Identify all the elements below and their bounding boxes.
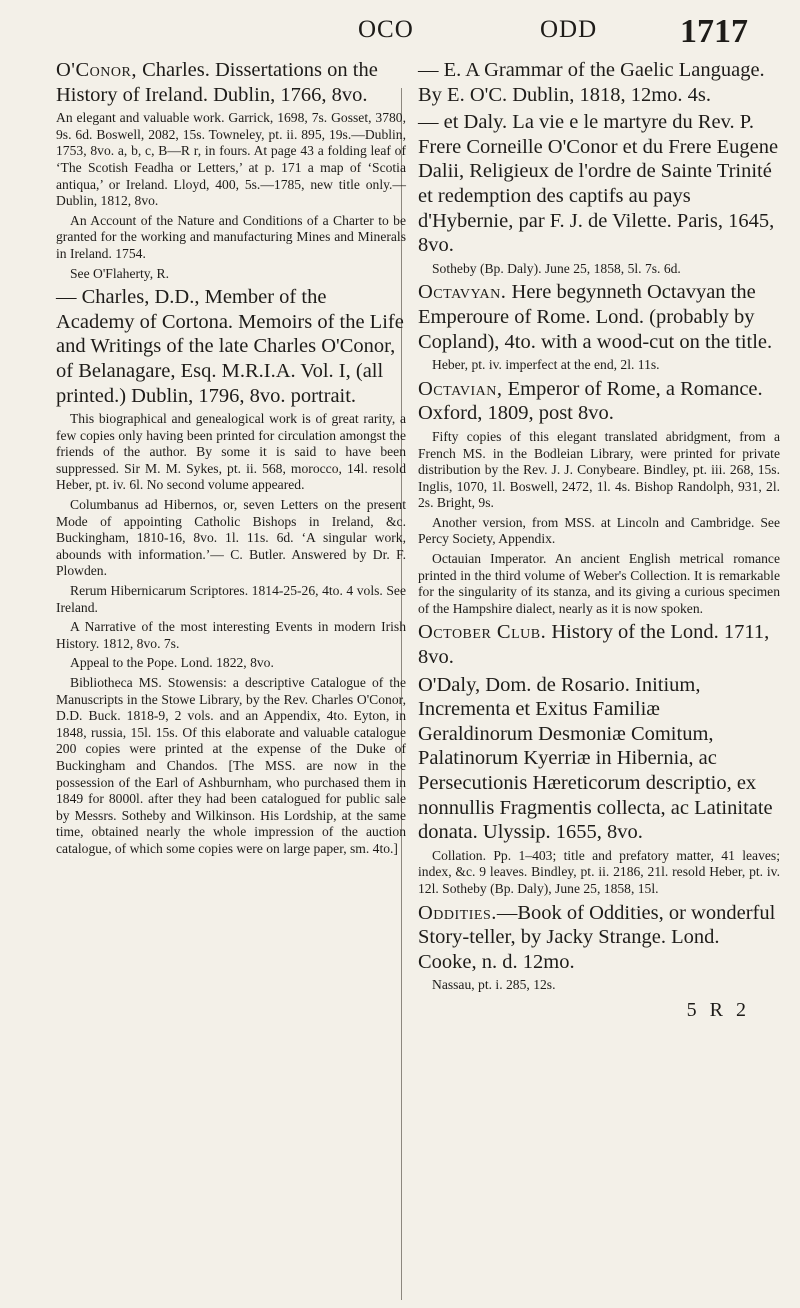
entry-note: Appeal to the Pope. Lond. 1822, 8vo. bbox=[70, 655, 274, 671]
header-left-guide: OCO bbox=[358, 16, 414, 43]
entry-note: Columbanus ad Hibernos, or, seven Letters on the present Mode of appointing Catholic Bishops in Ireland, &c. Buckingham, 1810-16, 8vo. 1l. 11s. 6d. ‘A singular work, abounds with information.’— C. Butler. Answered by Dr. F. Plowden. bbox=[56, 497, 406, 579]
entry-note: See O'Flaherty, R. bbox=[70, 265, 169, 281]
entry-heading bbox=[418, 377, 780, 426]
entry-title: O'Daly, Dom. de Rosario. Initium, Incrementa et Exitus Familiæ Geraldinorum Desmoniæ Comitum, Palatinorum Kyerriæ in Hibernia, ac Persecutionis Hæreticorum descriptio, ex nonnullis Fragmentis collecta, ac Latinitate donata. Ulyssip. 1655, 8vo. bbox=[418, 673, 773, 844]
entry-heading bbox=[56, 285, 406, 408]
entry-note: Heber, pt. iv. imperfect at the end, 2l. 11s. bbox=[432, 357, 660, 373]
entry-heading bbox=[418, 280, 780, 354]
left-column bbox=[56, 58, 406, 861]
entry-note: Another version, from MSS. at Lincoln and Cambridge. See Percy Society, Appendix. bbox=[418, 514, 780, 547]
right-column bbox=[418, 58, 780, 1022]
entry-note: Bibliotheca MS. Stowensis: a descriptive Catalogue of the Manuscripts in the Stowe Library, by the Rev. Charles O'Conor, D.D. Buck. 1818-9, 2 vols. and an Appendix, 4to. Eyton, in 1848, russia, 15l. 15s. Of this elaborate and valuable catalogue 200 copies were printed at the expense of the Duke of Buckingham and Chandos. [The MSS. are now in the possession of the Earl of Ashburnham, who purchased them in 1849 for 8000l. after they had been catalogued for public sale by Messrs. Sotheby and Wilkinson. His Lordship, at the same time, obtained nearly the whole impression of the auction catalogue, of which some copies were on large paper, sm. 4to.] bbox=[56, 675, 406, 856]
entry-title: Emperor of Rome, a Romance. Oxford, 1809, post 8vo. bbox=[418, 377, 763, 425]
entry-title: — et Daly. La vie e le martyre du Rev. P. Frere Corneille O'Conor et du Frere Eugene Dalii, Religieux de l'ordre de Sainte Trinité et redemption des captifs au pays d'Hybernie, par F. J. de Vilette. Paris, 1645, 8vo. bbox=[418, 111, 779, 257]
entry-title: —Book of Oddities, or wonderful Story-teller, by Jacky Strange. Lond. Cooke, n. d. 12mo. bbox=[418, 901, 776, 973]
entry-heading bbox=[418, 673, 780, 845]
header-right-guide: ODD bbox=[540, 16, 598, 43]
entry-headword: Octavyan. bbox=[418, 281, 507, 304]
entry-note: Sotheby (Bp. Daly). June 25, 1858, 5l. 7s. 6d. bbox=[432, 260, 681, 276]
entry-heading bbox=[56, 58, 406, 107]
entry-heading bbox=[418, 110, 780, 258]
entry-note: Fifty copies of this elegant translated abridgment, from a French MS. in the Bodleian Library, were printed for private distribution by the Rev. J. J. Conybeare. Bindley, pt. iii. 268, 15s. Inglis, 1070, 1l. Boswell, 2472, 1l. 4s. Bishop Randolph, 931, 2l. 2s. Bright, 9s. bbox=[418, 428, 780, 511]
entry-title: History of the Lond. 1711, 8vo. bbox=[418, 621, 770, 669]
entry-note: Rerum Hibernicarum Scriptores. 1814-25-26, 4to. 4 vols. See Ireland. bbox=[56, 583, 406, 615]
entry-heading bbox=[418, 620, 780, 669]
entry-note: An Account of the Nature and Conditions of a Charter to be granted for the working and manufacturing Mines and Minerals in Ireland. 1754. bbox=[56, 212, 406, 261]
entry-note: This biographical and genealogical work is of great rarity, a few copies only having been printed for circulation amongst the friends of the author. By some it is said to have been suppressed. Sir M. M. Sykes, pt. ii. 568, morocco, 14l. resold Heber, pt. iv. 6l. No second volume appeared. bbox=[56, 411, 406, 493]
signature-mark: 5 R 2 bbox=[686, 998, 750, 1021]
entry-note: A Narrative of the most interesting Events in modern Irish History. 1812, 8vo. 7s. bbox=[56, 619, 406, 651]
entry-note: Octauian Imperator. An ancient English metrical romance printed in the third volume of Weber's Collection. It is remarkable for the singularity of its stanza, and its giving a curious specimen of the Hampshire dialect, nearly as it is now spoken. bbox=[418, 551, 780, 616]
entry-title: — Charles, D.D., Member of the Academy of Cortona. Memoirs of the Life and Writings of the late Charles O'Conor, of Belanagare, Esq. M.R.I.A. Vol. I, (all printed.) Dublin, 1796, 8vo. portrait. bbox=[56, 286, 404, 407]
entry-note: Collation. Pp. 1–403; title and prefatory matter, 41 leaves; index, &c. 9 leaves. Bindley, pt. ii. 2186, 21l. resold Heber, pt. iv. 12l. Sotheby (Bp. Daly), June 25, 1858, 15l. bbox=[418, 847, 780, 896]
entry-headword: O'Conor, bbox=[56, 59, 137, 81]
entry-note: Nassau, pt. i. 285, 12s. bbox=[432, 977, 556, 993]
entry-headword: October Club. bbox=[418, 621, 547, 644]
entry-heading bbox=[418, 58, 780, 107]
entry-headword: Octavian, bbox=[418, 377, 503, 400]
page-number: 1717 bbox=[680, 13, 748, 50]
entry-headword: Oddities. bbox=[418, 901, 497, 924]
entry-note: An elegant and valuable work. Garrick, 1698, 7s. Gosset, 3780, 9s. 6d. Boswell, 2082, 15s. Towneley, pt. ii. 895, 19s.—Dublin, 1753, 8vo. a, b, c, B—R r, in fours. At page 43 a folding leaf of ‘The Scotish Feadha or Letters,’ at p. 171 a map of ‘Scotia antiqua,’ or Ireland. Lloyd, 400, 5s.—1785, new title only.—Dublin, 1812, 8vo. bbox=[56, 110, 406, 209]
entry-title: — E. A Grammar of the Gaelic Language. By E. O'C. Dublin, 1818, 12mo. 4s. bbox=[418, 59, 765, 106]
entry-title: Charles. Dissertations on the History of Ireland. Dublin, 1766, 8vo. bbox=[56, 59, 378, 106]
entry-heading bbox=[418, 901, 780, 975]
entry-title: Here begynneth Octavyan the Emperoure of Rome. Lond. (probably by Copland), 4to. with a wood-cut on the title. bbox=[418, 281, 773, 353]
